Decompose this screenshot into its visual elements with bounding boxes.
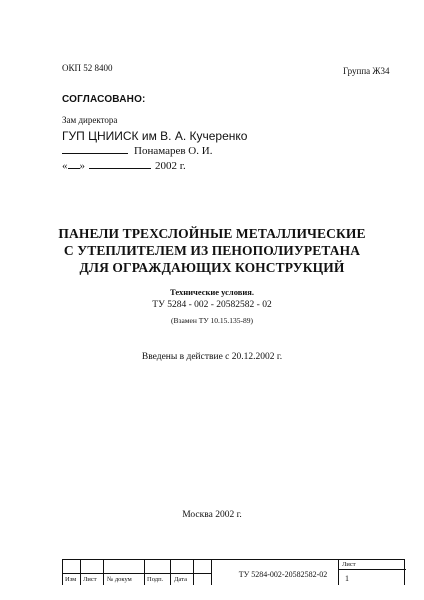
signer-name: Понамарев О. И.	[134, 145, 213, 157]
stamp-col-divider	[103, 560, 104, 585]
date-open-quote: «	[62, 160, 68, 172]
okp-code: ОКП 52 8400	[62, 63, 113, 73]
signature-line	[62, 144, 128, 154]
stamp-col-divider	[80, 560, 81, 585]
stamp-col-divider	[193, 560, 194, 585]
document-title	[0, 225, 424, 276]
stamp-label-sheet: Лист	[83, 576, 97, 583]
title-line-2: С УТЕПЛИТЕЛЕМ ИЗ ПЕНОПОЛИУРЕТАНА	[63, 243, 361, 258]
place-and-year: Москва 2002 г.	[182, 510, 242, 520]
stamp-col-divider	[170, 560, 171, 585]
approval-position: Зам директора	[62, 115, 118, 125]
approval-heading: СОГЛАСОВАНО:	[62, 94, 146, 105]
stamp-label-date: Дата	[174, 576, 187, 583]
effective-date: Введены в действие с 20.12.2002 г.	[141, 352, 283, 362]
stamp-label-signature: Подп.	[147, 576, 164, 583]
title-block-stamp	[62, 559, 405, 585]
group-code: Группа Ж34	[343, 66, 390, 76]
approval-signer	[62, 144, 212, 157]
stamp-label-doc-number: № докум	[107, 576, 132, 583]
title-line-1: ПАНЕЛИ ТРЕХСЛОЙНЫЕ МЕТАЛЛИЧЕСКИЕ	[58, 226, 366, 241]
approval-date	[62, 159, 186, 172]
stamp-label-change: Изм	[65, 576, 77, 583]
stamp-document-code: ТУ 5284-002-20582582-02	[238, 570, 328, 579]
day-line	[68, 159, 80, 169]
stamp-sheet-number: 1	[345, 574, 349, 583]
approval-organization: ГУП ЦНИИСК им В. А. Кучеренко	[62, 129, 248, 143]
spec-code: ТУ 5284 - 002 - 20582582 - 02	[152, 300, 272, 310]
month-line	[89, 159, 151, 169]
stamp-row-divider	[63, 573, 211, 574]
date-close-quote: »	[79, 160, 85, 172]
date-year: 2002 г.	[155, 160, 186, 172]
title-line-3: ДЛЯ ОГРАЖДАЮЩИХ КОНСТРУКЦИЙ	[79, 260, 345, 275]
stamp-col-divider	[144, 560, 145, 585]
spec-type: Технические условия.	[170, 287, 254, 297]
stamp-sheet-label: Лист	[342, 561, 356, 568]
spec-replaces: (Взамен ТУ 10.15.135-89)	[170, 316, 254, 325]
